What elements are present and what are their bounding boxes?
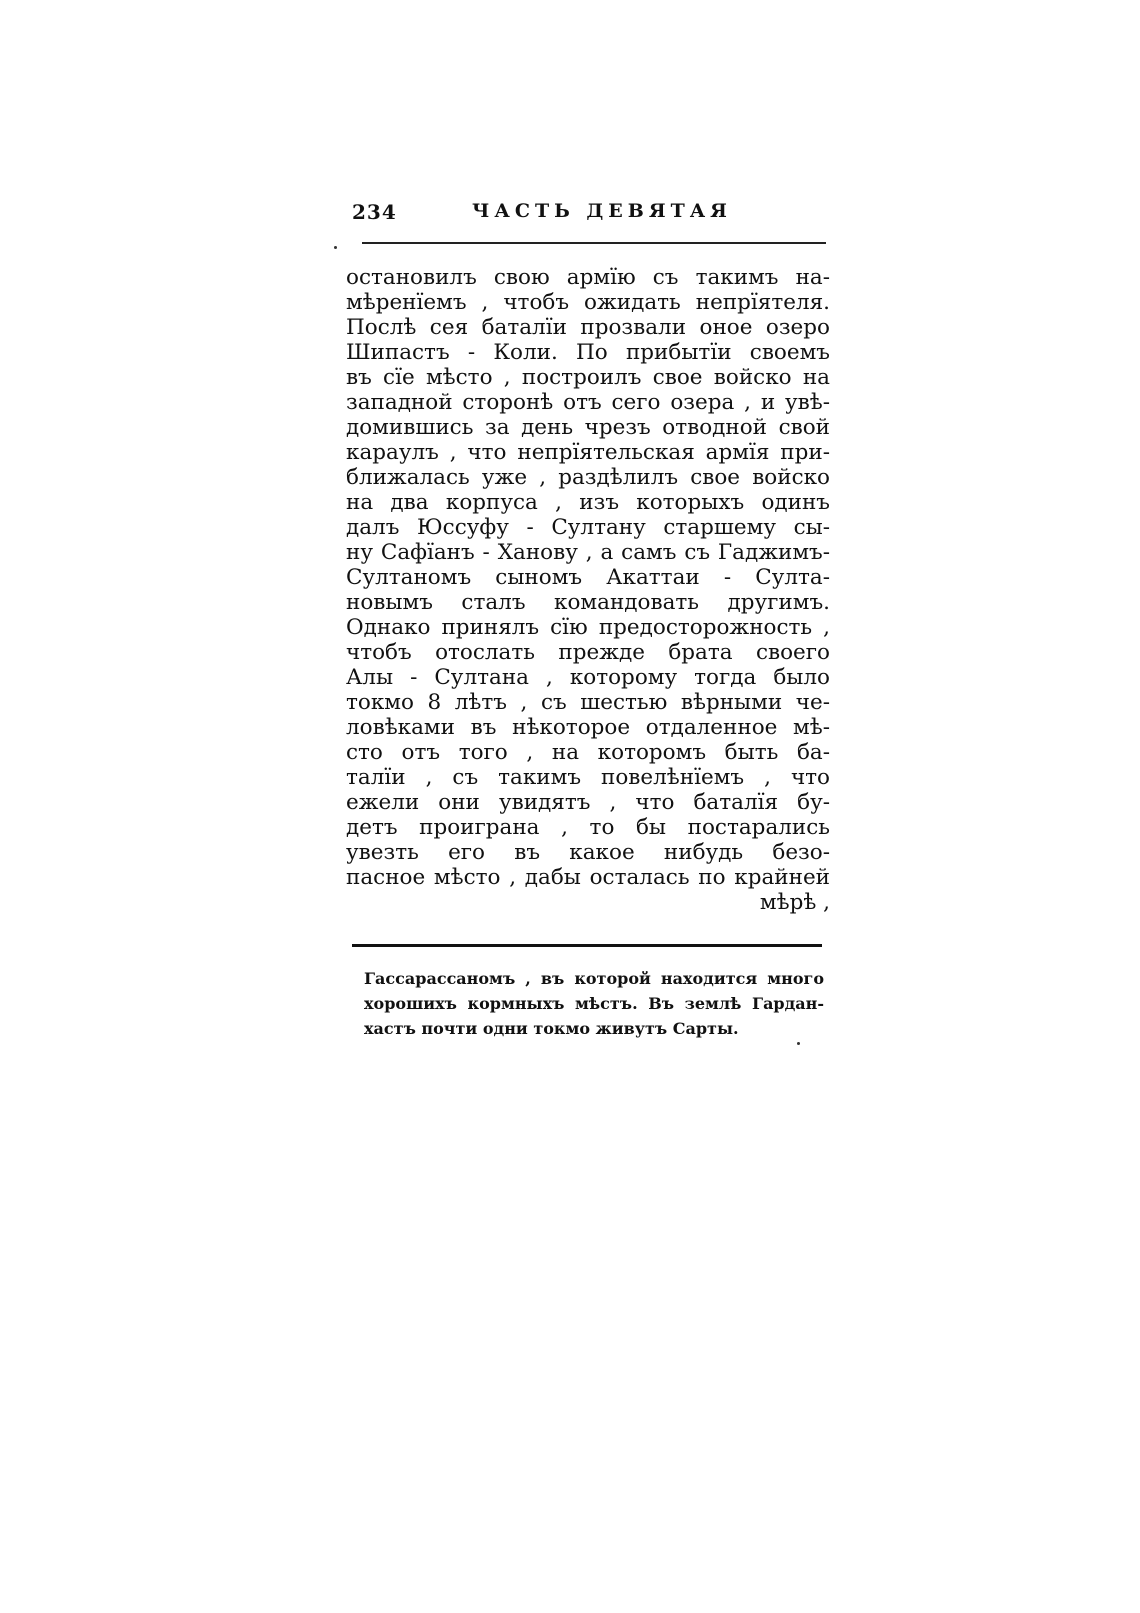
body-line: новымъ сталъ командовать другимъ. <box>346 590 830 615</box>
footnote-line: Гассарассаномъ , въ которой находится много <box>364 969 824 988</box>
body-line: токмо 8 лѣтъ , съ шестью вѣрными че- <box>346 690 830 715</box>
body-line: далъ Юссуфу - Султану старшему сы- <box>346 515 830 540</box>
margin-dot <box>334 246 337 249</box>
footnote-line: хорошихъ кормныхъ мѣстъ. Въ землѣ Гардан- <box>364 994 824 1013</box>
body-line: чтобъ отослать прежде брата своего <box>346 640 830 665</box>
body-line: Однако принялъ сїю предосторожность , <box>346 615 830 640</box>
body-line: Султаномъ сыномъ Акаттаи - Султа- <box>346 565 830 590</box>
body-line: Алы - Султана , которому тогда было <box>346 665 830 690</box>
page-number: 234 <box>352 200 397 224</box>
body-line: караулъ , что непрїятельская армїя при- <box>346 440 830 465</box>
section-title: ЧАСТЬ ДЕВЯТАЯ <box>472 200 732 222</box>
body-line: детъ проиграна , то бы постарались <box>346 815 830 840</box>
footnote-line: хастъ почти одни токмо живутъ Сарты. <box>364 1019 739 1038</box>
body-text <box>346 265 830 915</box>
body-line: Шипастъ - Коли. По прибытїи своемъ <box>346 340 830 365</box>
margin-dot <box>797 1042 800 1045</box>
body-line: ну Сафїанъ - Ханову , а самъ съ Гаджимъ- <box>346 540 830 565</box>
catchword: мѣрѣ , <box>759 890 830 915</box>
body-line: ближалась уже , раздѣлилъ свое войско <box>346 465 830 490</box>
body-line: на два корпуса , изъ которыхъ одинъ <box>346 490 830 515</box>
body-line: домившись за день чрезъ отводной свой <box>346 415 830 440</box>
header-rule <box>362 242 826 244</box>
body-line: мѣренїемъ , чтобъ ожидать непрїятеля. <box>346 290 830 315</box>
body-line: Послѣ сея баталїи прозвали оное озеро <box>346 315 830 340</box>
body-line: остановилъ свою армїю съ такимъ на- <box>346 265 830 290</box>
body-line: ловѣками въ нѣкоторое отдаленное мѣ- <box>346 715 830 740</box>
body-line: увезть его въ какое нибудь безо- <box>346 840 830 865</box>
body-line: талїи , съ такимъ повелѣнїемъ , что <box>346 765 830 790</box>
body-line: ежели они увидятъ , что баталїя бу- <box>346 790 830 815</box>
footnote-rule <box>352 944 822 947</box>
body-line: сто отъ того , на которомъ быть ба- <box>346 740 830 765</box>
body-line: пасное мѣсто , дабы осталась по крайней <box>346 865 830 890</box>
body-line: въ сїе мѣсто , построилъ свое войско на <box>346 365 830 390</box>
body-line: западной сторонѣ отъ сего озера , и увѣ- <box>346 390 830 415</box>
running-head <box>352 200 826 232</box>
footnote <box>364 966 824 1041</box>
